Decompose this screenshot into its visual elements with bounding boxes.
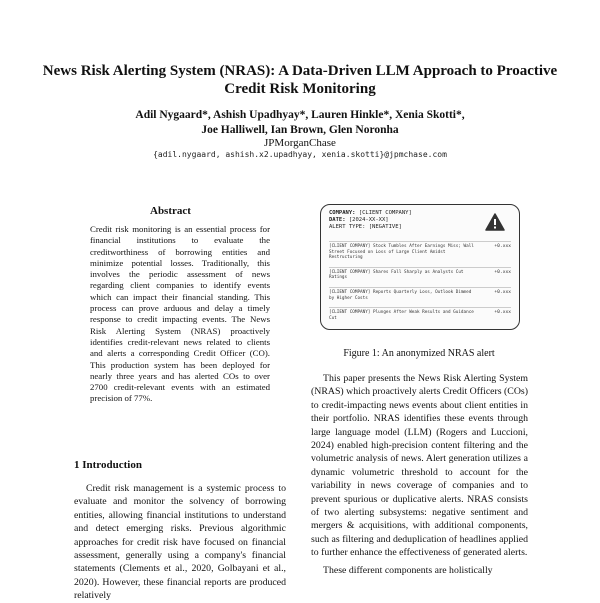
- warning-icon: [485, 213, 505, 231]
- alert-header: [329, 210, 412, 231]
- alert-headline-text: [CLIENT COMPANY] Stock Tumbles After Earnings Miss; Wall Street Focused on Loss of Large Client Amidst Restructuring: [329, 244, 474, 261]
- alert-headline-score: +0.xxx: [494, 244, 511, 249]
- alert-date-line: [329, 217, 412, 224]
- paragraph: These different components are holistically: [323, 564, 493, 576]
- alert-figure: [320, 204, 520, 330]
- company-label: COMPANY:: [329, 210, 356, 216]
- alert-headline-list: [329, 241, 511, 327]
- alert-headline-row: [329, 287, 511, 301]
- alert-headline-text: [CLIENT COMPANY] Reports Quarterly Loss, Outlook Dimmed by Higher Costs: [329, 289, 472, 301]
- date-value: [2024-XX-XX]: [348, 217, 389, 223]
- authors-line-1: Adil Nygaard*, Ashish Upadhyay*, Lauren Hinkle*, Xenia Skotti*,: [135, 109, 465, 121]
- alert-company-line: [329, 210, 412, 217]
- introduction-body: [74, 482, 286, 603]
- alert-headline-score: +0.xxx: [494, 269, 511, 275]
- alert-headline-text: [CLIENT COMPANY] Shares Fall Sharply as Analysts Cut Ratings: [329, 269, 464, 281]
- alert-headline-row: [329, 241, 511, 261]
- author-emails: {adil.nygaard, ashish.x2.upadhyay, xenia.skotti}@jpmchase.com: [153, 150, 447, 159]
- alert-headline-score: +0.xxx: [494, 289, 511, 295]
- alert-headline-text: [CLIENT COMPANY] Plunges After Weak Results and Guidance Cut: [329, 310, 474, 321]
- alert-headline-score: +0.xxx: [494, 310, 511, 316]
- figure-caption: Figure 1: An anonymized NRAS alert: [343, 348, 495, 359]
- abstract-heading: Abstract: [150, 205, 191, 217]
- paper-title: News Risk Alerting System (NRAS): A Data-Driven LLM Approach to Proactive Credit Risk Monitoring: [42, 63, 558, 97]
- authors-line-2: Joe Halliwell, Ian Brown, Glen Noronha: [201, 123, 399, 136]
- company-value: [CLIENT COMPANY]: [358, 210, 412, 216]
- section-heading-introduction: 1 Introduction: [74, 459, 142, 471]
- affiliation: JPMorganChase: [264, 137, 336, 149]
- alert-type: ALERT TYPE: [NEGATIVE]: [329, 224, 402, 230]
- abstract-body: Credit risk monitoring is an essential process for financial institutions to evaluate the creditworthiness of borrowing entities and minimize potential losses. Traditionally, this involves the periodic assessment of news regarding client companies to identify events which can impact their financial standing. This process can prove arduous and delay a timely response to credit impacting events. The News Risk Alerting System (NRAS) proactively identifies credit-relevant news related to clients and alerts a corresponding Credit Officer (CO). This production system has been deployed for nearly three years and has alerted COs to over 2700 credit-relevant events with an estimated precision of 77%.: [90, 224, 270, 404]
- alert-headline-row: [329, 307, 511, 321]
- date-label: DATE:: [329, 217, 346, 223]
- author-list: [40, 108, 560, 137]
- alert-headline-row: [329, 267, 511, 281]
- right-column-body: [311, 372, 528, 577]
- paragraph: This paper presents the News Risk Alerting System (NRAS) which proactively alerts Credit Officers (COs) to credit-impacting news events about client entities in their portfolio. NRAS identifies these events through large language model (LLM) (Rogers and Luccioni, 2024) enabled high-precision content filtering and the volumetric analysis of news. Alert generation utilizes a dynamic volumetric threshold to account for the variability in news coverage of companies and to prevent spurious or duplicative alerts. NRAS consists of two alerting subsystems: negative sentiment and mergers & acquisitions, with additional components, such as filtering and deduplication of headlines applied to further enhance the effectiveness of generated alerts.: [311, 373, 528, 559]
- intro-paragraph: Credit risk management is a systemic process to evaluate and monitor the solvency of borrowing entities, allowing financial institutions to understand and detect emerging risks. Previous algorithmic approaches for credit risk have focused on financial assessment, generally using a company's financial statements (Clements et al., 2020, Golbayani et al., 2020). However, these financial reports are produced relatively: [74, 483, 286, 602]
